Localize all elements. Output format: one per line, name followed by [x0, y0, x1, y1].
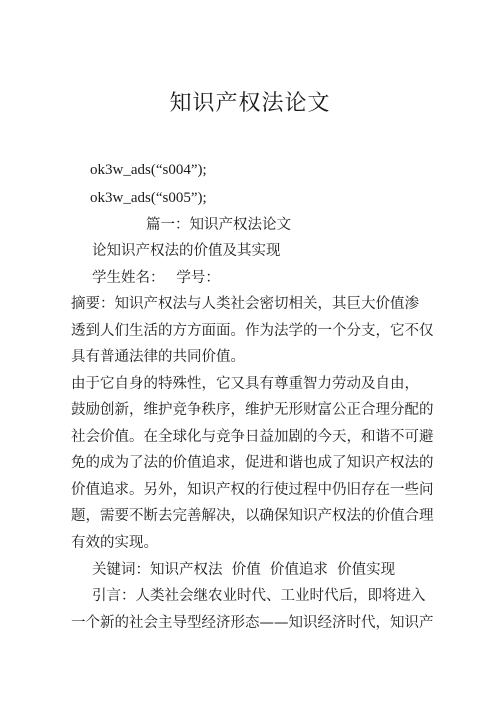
body-line: 有效的实现。: [71, 535, 158, 551]
abstract-line: 摘要：知识产权法与人类社会密切相关，其巨大价值渗: [71, 296, 419, 312]
ad-code-line-1: ok3w_ads(“s004”);: [90, 162, 207, 178]
intro-line: 一个新的社会主导型经济形态——知识经济时代，知识产: [71, 615, 434, 631]
body-line: 免的成为了法的价值追求，促进和谐也成了知识产权法的: [71, 455, 434, 471]
intro-line: 引言：人类社会继农业时代、工业时代后，即将进入: [92, 588, 426, 604]
body-line: 鼓励创新，维护竞争秩序，维护无形财富公正合理分配的: [71, 402, 434, 418]
student-info-line: 学生姓名： 学号：: [92, 270, 220, 286]
body-line: 社会价值。在全球化与竞争日益加剧的今天，和谐不可避: [71, 429, 434, 445]
body-line: 价值追求。另外，知识产权的行使过程中仍旧存在一些问: [71, 482, 434, 498]
document-title: 知识产权法论文: [169, 91, 331, 116]
paper-subtitle: 论知识产权法的价值及其实现: [92, 243, 281, 259]
abstract-line: 具有普通法律的共同价值。: [71, 349, 245, 365]
body-line: 由于它自身的特殊性，它又具有尊重智力劳动及自由，: [71, 376, 419, 392]
body-line: 题，需要不断去完善解决，以确保知识产权法的价值合理: [71, 508, 434, 524]
keywords-line: 关键词：知识产权法 价值 价值追求 价值实现: [92, 562, 396, 578]
ad-code-line-2: ok3w_ads(“s005”);: [90, 190, 207, 206]
abstract-line: 透到人们生活的方方面面。作为法学的一个分支，它不仅: [71, 323, 434, 339]
chapter-heading: 篇一：知识产权法论文: [146, 217, 291, 233]
